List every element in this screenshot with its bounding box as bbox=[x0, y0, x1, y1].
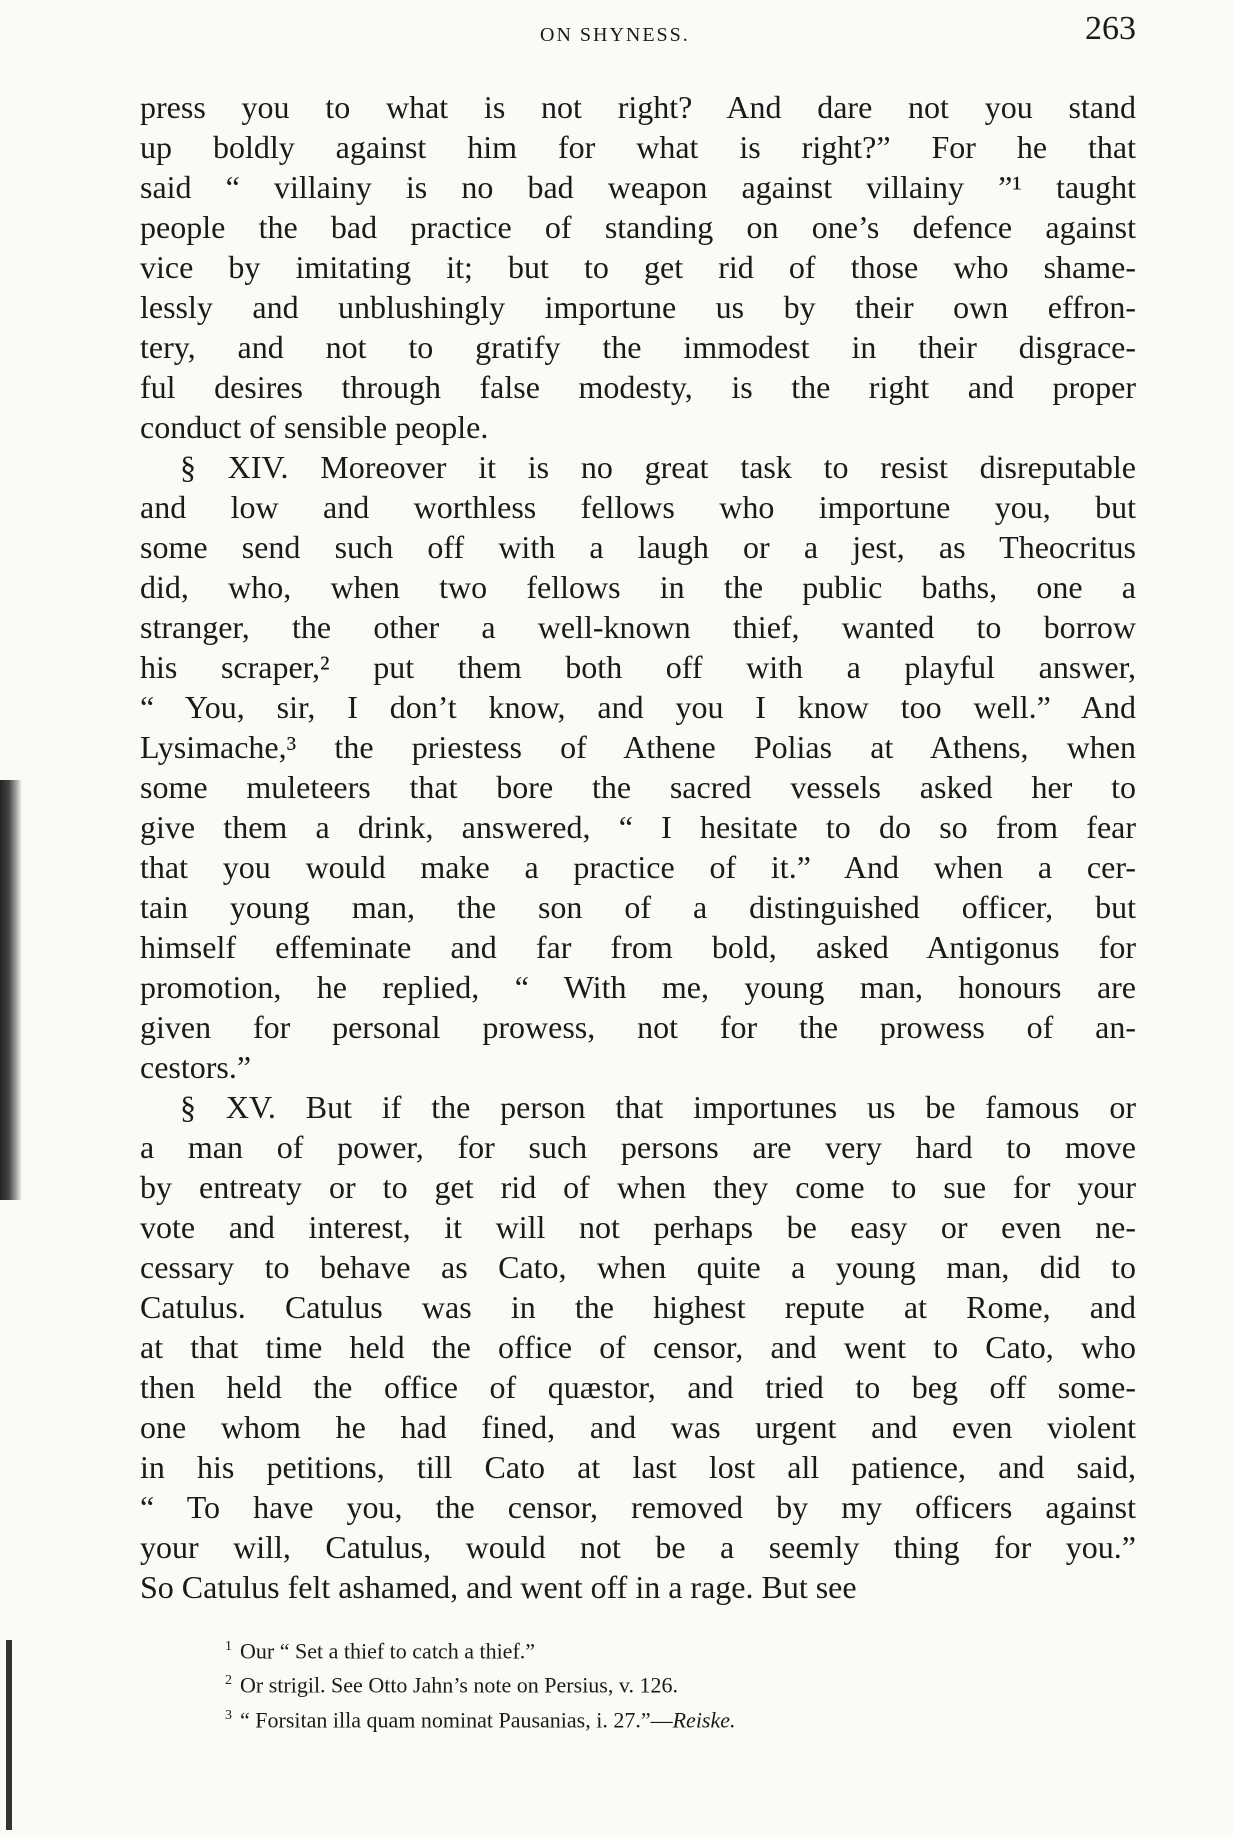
text-line: “ You, sir, I don’t know, and you I know too well.” And bbox=[140, 689, 1136, 725]
text-line: people the bad practice of standing on one’s defence against bbox=[140, 209, 1136, 245]
page-binding-edge bbox=[6, 1640, 12, 1830]
text-line: one whom he had fined, and was urgent and even violent bbox=[140, 1409, 1136, 1445]
text-line: some muleteers that bore the sacred vessels asked her to bbox=[140, 769, 1136, 805]
text-line: and low and worthless fellows who importune you, but bbox=[140, 489, 1136, 525]
text-line: promotion, he replied, “ With me, young man, honours are bbox=[140, 969, 1136, 1005]
text-line: a man of power, for such persons are very hard to move bbox=[140, 1129, 1136, 1165]
footnote-3 bbox=[225, 1701, 1105, 1735]
text-line: Catulus. Catulus was in the highest repute at Rome, and bbox=[140, 1289, 1136, 1325]
text-line: So Catulus felt ashamed, and went off in a rage. But see bbox=[140, 1569, 857, 1605]
text-line: did, who, when two fellows in the public baths, one a bbox=[140, 569, 1136, 605]
text-line: at that time held the office of censor, and went to Cato, who bbox=[140, 1329, 1136, 1365]
text-line: stranger, the other a well-known thief, wanted to borrow bbox=[140, 609, 1136, 645]
text-line: vote and interest, it will not perhaps be easy or even ne- bbox=[140, 1209, 1136, 1245]
text-line: tain young man, the son of a distinguished officer, but bbox=[140, 889, 1136, 925]
footnote-text: “ Forsitan illa quam nominat Pausanias, i. 27.”— bbox=[240, 1706, 673, 1732]
text-line: in his petitions, till Cato at last lost all patience, and said, bbox=[140, 1449, 1136, 1485]
text-line: press you to what is not right? And dare not you stand bbox=[140, 89, 1136, 125]
text-line: lessly and unblushingly importune us by their own effron- bbox=[140, 289, 1136, 325]
text-line: then held the office of quæstor, and tried to beg off some- bbox=[140, 1369, 1136, 1405]
footnote-1 bbox=[225, 1632, 1105, 1666]
text-line: given for personal prowess, not for the prowess of an- bbox=[140, 1009, 1136, 1045]
text-line: § XIV. Moreover it is no great task to resist disreputable bbox=[180, 449, 1136, 485]
body-text bbox=[140, 87, 1136, 1607]
text-line: ful desires through false modesty, is the right and proper bbox=[140, 369, 1136, 405]
text-line: himself effeminate and far from bold, asked Antigonus for bbox=[140, 929, 1136, 965]
text-line: “ To have you, the censor, removed by my officers against bbox=[140, 1489, 1136, 1525]
text-line: your will, Catulus, would not be a seemly thing for you.” bbox=[140, 1529, 1136, 1565]
footnotes bbox=[225, 1632, 1105, 1735]
text-line: up boldly against him for what is right?” For he that bbox=[140, 129, 1136, 165]
running-title: ON SHYNESS. bbox=[540, 24, 690, 46]
footnote-mark: 1 bbox=[225, 1639, 232, 1654]
footnote-2 bbox=[225, 1666, 1105, 1700]
text-line: conduct of sensible people. bbox=[140, 409, 489, 445]
text-line: give them a drink, answered, “ I hesitate to do so from fear bbox=[140, 809, 1136, 845]
text-line: some send such off with a laugh or a jest, as Theocritus bbox=[140, 529, 1136, 565]
text-line: vice by imitating it; but to get rid of those who shame- bbox=[140, 249, 1136, 285]
page-header bbox=[140, 10, 1140, 60]
text-line: Lysimache,³ the priestess of Athene Polias at Athens, when bbox=[140, 729, 1136, 765]
footnote-mark: 3 bbox=[225, 1707, 232, 1723]
footnote-text: Our “ Set a thief to catch a thief.” bbox=[240, 1638, 536, 1664]
text-line: cessary to behave as Cato, when quite a young man, did to bbox=[140, 1249, 1136, 1285]
footnote-author: Reiske. bbox=[672, 1706, 736, 1732]
page-binding-shadow bbox=[0, 780, 22, 1200]
text-line: cestors.” bbox=[140, 1049, 252, 1085]
page-number: 263 bbox=[1085, 10, 1136, 47]
text-line: that you would make a practice of it.” And when a cer- bbox=[140, 849, 1136, 885]
footnote-text: Or strigil. See Otto Jahn’s note on Persius, v. 126. bbox=[240, 1672, 678, 1698]
text-line: his scraper,² put them both off with a playful answer, bbox=[140, 649, 1136, 685]
text-line: by entreaty or to get rid of when they come to sue for your bbox=[140, 1169, 1136, 1205]
text-line: tery, and not to gratify the immodest in their disgrace- bbox=[140, 329, 1136, 365]
text-line: said “ villainy is no bad weapon against villainy ”¹ taught bbox=[140, 169, 1136, 205]
text-line: § XV. But if the person that importunes us be famous or bbox=[180, 1089, 1136, 1125]
footnote-mark: 2 bbox=[225, 1673, 232, 1689]
